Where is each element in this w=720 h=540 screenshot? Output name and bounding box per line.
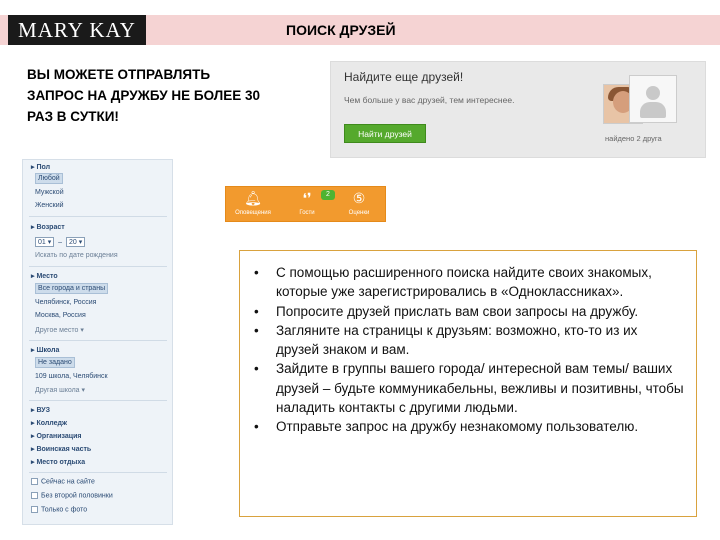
tip-item: • Зайдите в группы вашего города/ интересной вам темы/ ваших друзей – будьте коммуникабельны, вежливы и позитивны, чтобы наладить контакты с другими людьми. xyxy=(254,359,684,417)
mary-kay-logo: MARY KAY xyxy=(8,15,146,45)
filter-school-other[interactable]: Другая школа ▾ xyxy=(35,387,86,394)
filter-school-1[interactable]: 109 школа, Челябинск xyxy=(35,373,108,380)
filter-school-any[interactable]: Не задано xyxy=(35,359,75,366)
filter-vuz[interactable]: ▸ ВУЗ xyxy=(31,407,50,414)
checkbox-icon xyxy=(31,478,38,485)
avatar-head xyxy=(646,86,660,100)
notifications-label: Оповещения xyxy=(235,210,271,216)
filter-place-other[interactable]: Другое место ▾ xyxy=(35,327,84,334)
checkbox-with-photo[interactable]: Только с фото xyxy=(31,506,87,513)
tip-item: • С помощью расширенного поиска найдите своих знакомых, которые уже зарегистрировались в «Одноклассниках». xyxy=(254,263,684,302)
checkbox-icon xyxy=(31,506,38,513)
tip-item: • Попросите друзей прислать вам свои запросы на дружбу. xyxy=(254,302,684,321)
filter-gender-male[interactable]: Мужской xyxy=(35,189,64,196)
found-friends-count[interactable]: найдено 2 друга xyxy=(605,134,662,143)
ratings-label: Оценки xyxy=(348,210,370,216)
notifications-icon-bar xyxy=(225,186,386,222)
bell-icon: 🔔︎ xyxy=(244,190,262,206)
notice-line-2: ЗАПРОС НА ДРУЖБУ НЕ БОЛЕЕ 30 xyxy=(27,88,260,103)
find-friends-widget xyxy=(330,61,706,158)
footprints-icon: ❛❜ xyxy=(302,190,312,206)
filter-place-all[interactable]: Все города и страны xyxy=(35,285,108,292)
filter-age-header[interactable]: ▸ Возраст xyxy=(31,224,65,231)
age-from-select[interactable]: 01 ▾ xyxy=(35,237,54,247)
advanced-search-filter-panel xyxy=(22,159,173,525)
filter-gender-header[interactable]: ▸ Пол xyxy=(31,164,51,171)
tips-list xyxy=(254,263,684,437)
checkbox-second-half[interactable]: Без второй половинки xyxy=(31,492,113,499)
checkbox-icon xyxy=(31,492,38,499)
filter-vacation[interactable]: ▸ Место отдыха xyxy=(31,459,86,466)
ratings-item[interactable] xyxy=(334,187,384,221)
avatar-placeholder-icon[interactable] xyxy=(629,75,677,123)
filter-college[interactable]: ▸ Колледж xyxy=(31,420,67,427)
divider xyxy=(29,472,167,473)
divider xyxy=(29,266,167,267)
avatar-torso xyxy=(640,102,666,118)
friend-search-tips-box xyxy=(239,250,697,517)
widget-title: Найдите еще друзей! xyxy=(344,70,464,84)
friend-request-limit-notice xyxy=(27,64,317,127)
guests-count-badge: 2 xyxy=(321,190,335,200)
age-to-select[interactable]: 20 ▾ xyxy=(66,237,85,247)
filter-gender-female[interactable]: Женский xyxy=(35,202,64,209)
filter-place-1[interactable]: Челябинск, Россия xyxy=(35,299,97,306)
widget-subtitle: Чем больше у вас друзей, тем интереснее. xyxy=(344,95,515,105)
filter-place-header[interactable]: ▸ Место xyxy=(31,273,58,280)
notifications-item[interactable] xyxy=(228,187,278,221)
tip-item: • Отправьте запрос на дружбу незнакомому пользователю. xyxy=(254,417,684,436)
notice-line-3: РАЗ В СУТКИ! xyxy=(27,109,119,124)
checkbox-online[interactable]: Сейчас на сайте xyxy=(31,478,95,485)
filter-military[interactable]: ▸ Воинская часть xyxy=(31,446,92,453)
filter-age-range: 01 ▾ – 20 ▾ xyxy=(35,237,85,247)
divider xyxy=(29,340,167,341)
find-friends-button[interactable]: Найти друзей xyxy=(344,124,426,143)
page-title: ПОИСК ДРУЗЕЙ xyxy=(286,22,396,38)
filter-school-header[interactable]: ▸ Школа xyxy=(31,347,60,354)
notice-line-1: ВЫ МОЖЕТЕ ОТПРАВЛЯТЬ xyxy=(27,67,211,82)
divider xyxy=(29,400,167,401)
header-bar xyxy=(0,15,720,45)
divider xyxy=(29,216,167,217)
guests-label: Гости xyxy=(299,210,315,216)
filter-organization[interactable]: ▸ Организация xyxy=(31,433,82,440)
filter-gender-any[interactable]: Любой xyxy=(35,175,63,182)
rating-5-icon: ⑤ xyxy=(352,190,366,206)
tip-item: • Загляните на страницы к друзьям: возможно, кто-то из их друзей знаком и вам. xyxy=(254,321,684,360)
filter-place-2[interactable]: Москва, Россия xyxy=(35,312,86,319)
search-by-birthdate-link[interactable]: Искать по дате рождения xyxy=(35,252,118,259)
